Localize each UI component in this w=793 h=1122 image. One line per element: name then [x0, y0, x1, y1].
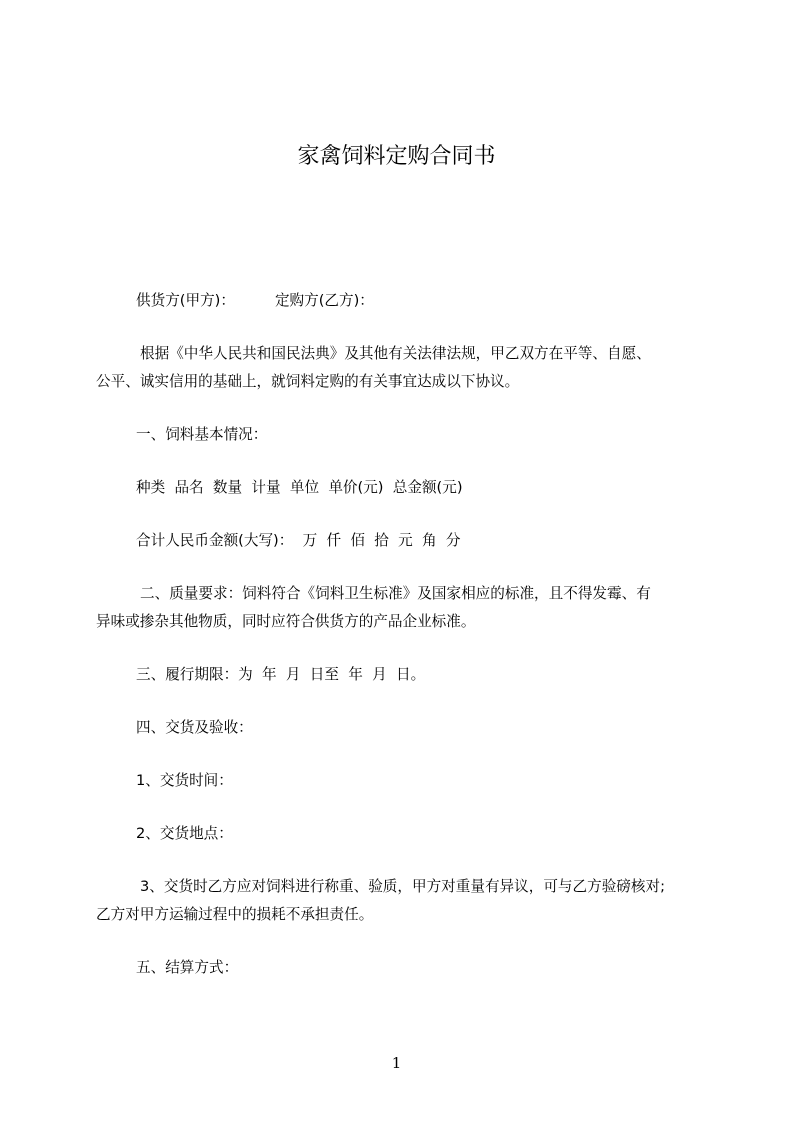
intro-line-2: 公平、诚实信用的基础上，就饲料定购的有关事宜达成以下协议。 [96, 373, 520, 390]
item-3-line-1: 3、交货时乙方应对饲料进行称重、验质，甲方对重量有异议，可与乙方验磅核对; [140, 878, 665, 895]
item-1-delivery-time: 1、交货时间： [136, 772, 233, 789]
parties-line [96, 287, 756, 315]
item-3-line-2: 乙方对甲方运输过程中的损耗不承担责任。 [96, 906, 374, 923]
page-number: 1 [391, 1054, 402, 1072]
section-5-heading: 五、结算方式： [136, 959, 239, 976]
section-1-heading: 一、饲料基本情况： [136, 426, 268, 443]
section-3-line: 三、履行期限：为 年 月 日至 年 月 日。 [136, 666, 426, 683]
total-amount-line: 合计人民币金额(大写)： 万 仟 佰 拾 元 角 分 [136, 532, 461, 549]
party-a-label: 供货方(甲方)： [136, 292, 235, 309]
party-b-label: 定购方(乙方)： [274, 292, 374, 309]
section-4-heading: 四、交货及验收： [136, 719, 253, 736]
page-title: 家禽饲料定购合同书 [297, 144, 496, 169]
section-2-line-1: 二、质量要求：饲料符合《饲料卫生标准》及国家相应的标准，且不得发霉、有 [140, 585, 651, 602]
table-header-line: 种类 品名 数量 计量 单位 单价(元) 总金额(元) [136, 479, 463, 496]
section-2-line-2: 异味或掺杂其他物质，同时应符合供货方的产品企业标准。 [96, 613, 476, 630]
intro-line-1: 根据《中华人民共和国民法典》及其他有关法律法规，甲乙双方在平等、自愿、 [140, 345, 651, 362]
item-2-delivery-place: 2、交货地点： [136, 825, 233, 842]
